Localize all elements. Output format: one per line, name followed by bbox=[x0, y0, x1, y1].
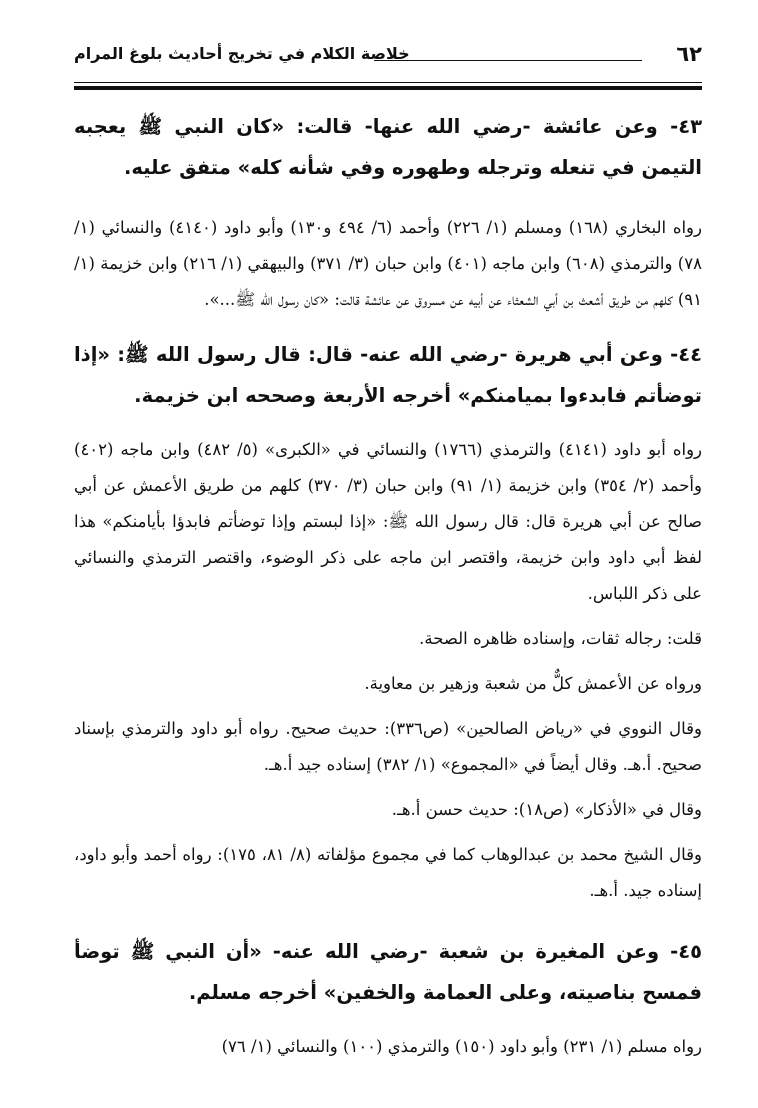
page-number: ٦٢ bbox=[676, 42, 702, 66]
note-rijal: قلت: رجاله ثقات، وإسناده ظاهره الصحة. bbox=[419, 629, 702, 648]
hadith-43: ٤٣- وعن عائشة -رضي الله عنها- قالت: «كان النبي ﷺ يعجبه التيمن في تنعله وترجله وطهوره وفي شأنه كله» متفق عليه. bbox=[74, 115, 702, 179]
hadith-45: ٤٥- وعن المغيرة بن شعبة -رضي الله عنه- «أن النبي ﷺ توضأ فمسح بناصيته، وعلى العمامة والخفين» أخرجه مسلم. bbox=[74, 940, 702, 1004]
takhrij-44: رواه أبو داود (٤١٤١) والترمذي (١٧٦٦) والنسائي في «الكبرى» (٥/ ٤٨٢) وابن ماجه (٤٠٢) وأحمد (٢/ ٣٥٤) وابن خزيمة (١/ ٩١) وابن حبان (٣/ ٣٧٠) كلهم من طريق الأعمش عن أبي صالح عن أبي هريرة قال: قال رسول الله ﷺ: «إذا لبستم وإذا توضأتم فابدؤا بأيامنكم» هذا لفظ أبي داود وابن خزيمة، واقتصر ابن ماجه على ذكر الوضوء، واقتصر الترمذي والنسائي على ذكر اللباس. bbox=[74, 440, 703, 603]
header-rule-thick bbox=[74, 86, 702, 90]
takhrij-45: رواه مسلم (١/ ٢٣١) وأبو داود (١٥٠) والترمذي (١٠٠) والنسائي (١/ ٧٦) bbox=[221, 1037, 702, 1056]
header-rule-thin bbox=[74, 82, 702, 83]
note-ibn-abdulwahhab: وقال الشيخ محمد بن عبدالوهاب كما في مجموع مؤلفاته (٨/ ٨١، ١٧٥): رواه أحمد وأبو داود، إسناده جيد. أ.هـ. bbox=[74, 845, 703, 900]
takhrij-43: رواه البخاري (١٦٨) ومسلم (١/ ٢٢٦) وأحمد (٦/ ٤٩٤ و١٣٠) وأبو داود (٤١٤٠) والنسائي (١/ ٧٨) والترمذي (٦٠٨) وابن ماجه (٤٠١) وابن حبان (٣/ ٣٧١) والبيهقي (١/ ٢١٦) وابن خزيمة (١/ ٩١) كلهم من طريق أشعث بن أبي الشعثاء عن أبيه عن مسروق عن عائشة قالت: «كان رسول الله ﷺ...». bbox=[74, 218, 702, 309]
running-title: خلاصة الكلام في تخريج أحاديث بلوغ المرام bbox=[74, 44, 410, 63]
note-nawawi-adhkar: وقال في «الأذكار» (ص١٨): حديث حسن أ.هـ. bbox=[391, 800, 702, 819]
hadith-44: ٤٤- وعن أبي هريرة -رضي الله عنه- قال: قال رسول الله ﷺ: «إذا توضأتم فابدءوا بميامنكم» أخرجه الأربعة وصححه ابن خزيمة. bbox=[74, 343, 702, 407]
page-header bbox=[74, 36, 702, 70]
note-a3mash: ورواه عن الأعمش كلٌّ من شعبة وزهير بن معاوية. bbox=[364, 674, 702, 693]
header-title-rule bbox=[374, 60, 642, 61]
note-nawawi-riyad: وقال النووي في «رياض الصالحين» (ص٣٣٦): حديث صحيح. رواه أبو داود والترمذي بإسناد صحيح. أ.هـ. وقال أيضاً في «المجموع» (١/ ٣٨٢) إسناده جيد أ.هـ. bbox=[74, 719, 702, 774]
page-body bbox=[74, 106, 702, 1065]
